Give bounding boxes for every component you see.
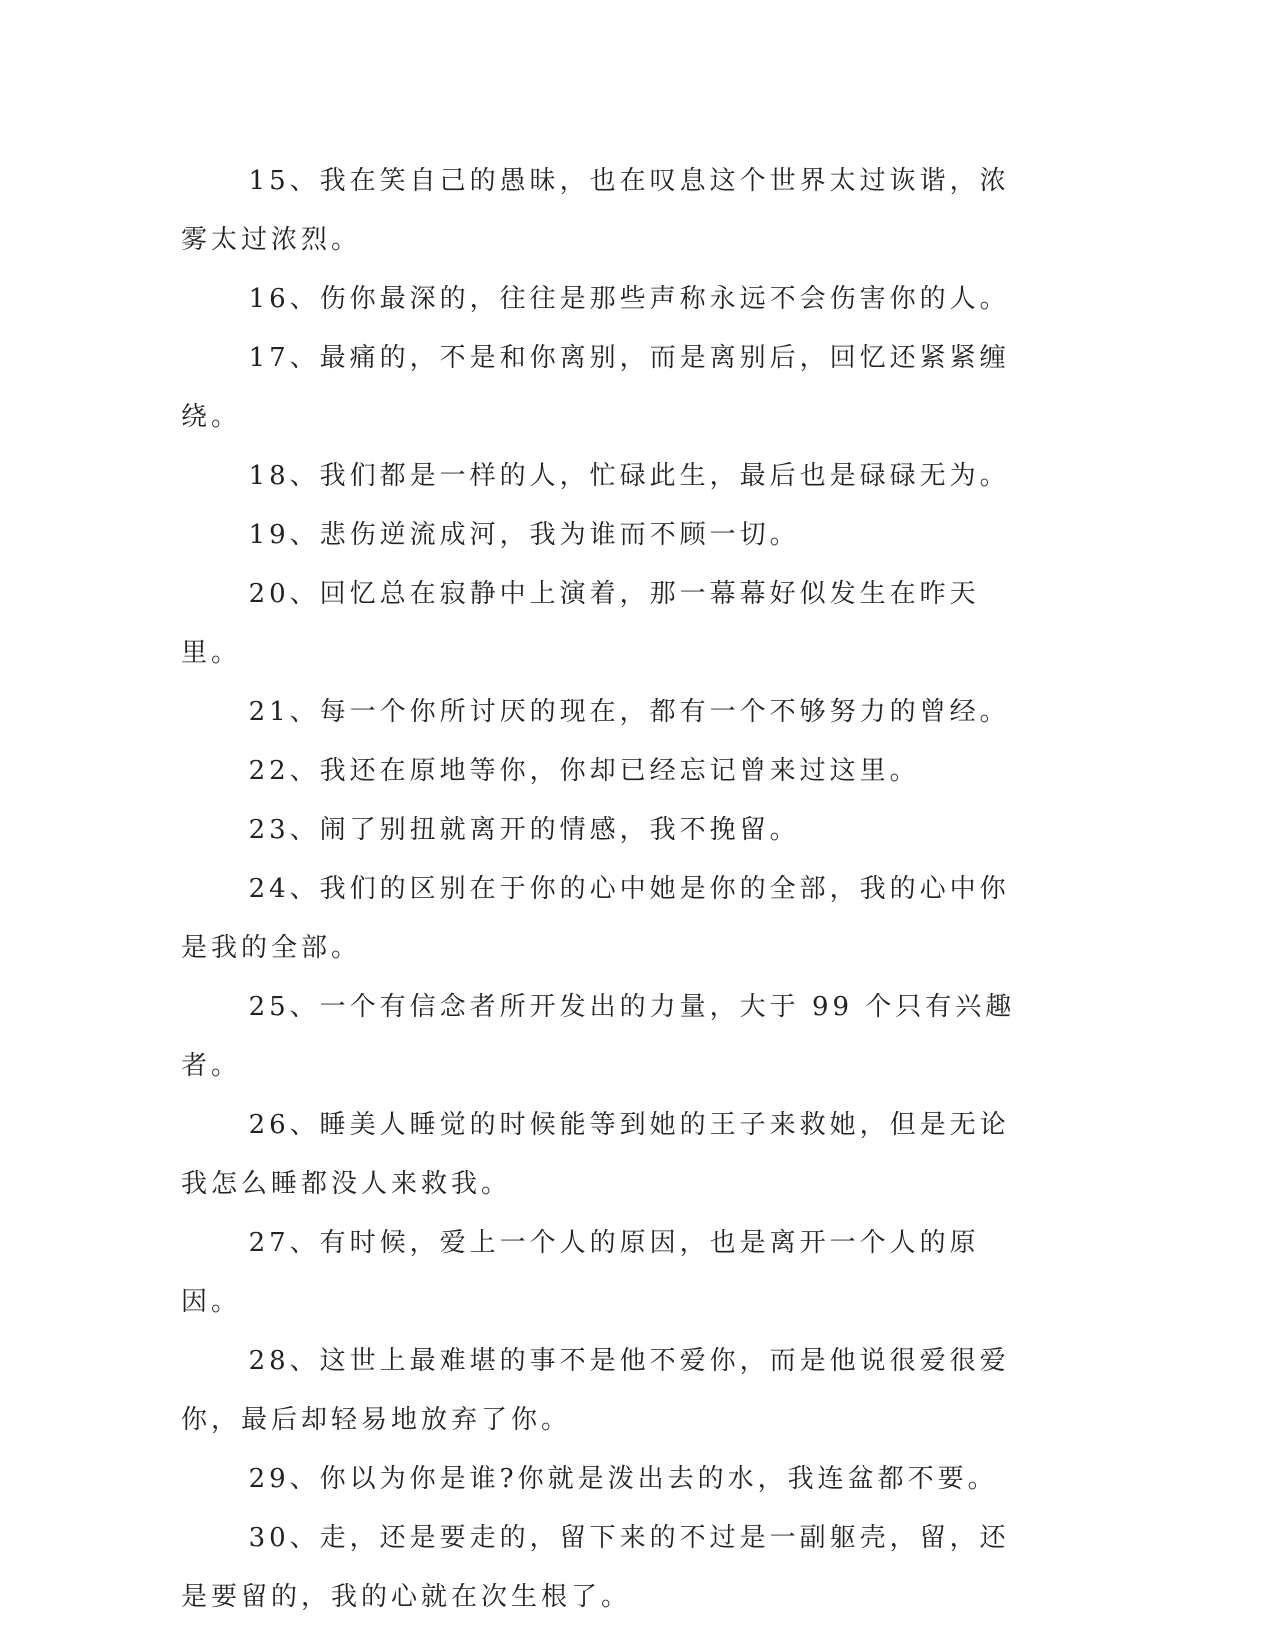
paragraph: 23、闹了别扭就离开的情感，我不挽留。	[248, 815, 800, 845]
paragraph: 30、走，还是要走的，留下来的不过是一副躯壳，留，还是要留的，我的心就在次生根了。	[181, 1523, 1010, 1612]
paragraph: 21、每一个你所讨厌的现在，都有一个不够努力的曾经。	[248, 697, 1010, 727]
paragraph: 16、伤你最深的，往往是那些声称永远不会伤害你的人。	[248, 284, 1010, 314]
paragraph: 24、我们的区别在于你的心中她是你的全部，我的心中你是我的全部。	[181, 874, 1010, 963]
paragraph: 27、有时候，爱上一个人的原因，也是离开一个人的原因。	[181, 1228, 980, 1317]
paragraph: 22、我还在原地等你，你却已经忘记曾来过这里。	[248, 756, 920, 786]
paragraph: 28、这世上最难堪的事不是他不爱你，而是他说很爱很爱你，最后却轻易地放弃了你。	[181, 1346, 1010, 1435]
paragraph: 17、最痛的，不是和你离别，而是离别后，回忆还紧紧缠绕。	[181, 343, 1010, 432]
paragraph: 15、我在笑自己的愚昧，也在叹息这个世界太过诙谐，浓雾太过浓烈。	[181, 166, 1010, 255]
paragraph: 26、睡美人睡觉的时候能等到她的王子来救她，但是无论我怎么睡都没人来救我。	[181, 1110, 1010, 1199]
paragraph: 20、回忆总在寂静中上演着，那一幕幕好似发生在昨天里。	[181, 579, 980, 668]
paragraph: 25、一个有信念者所开发出的力量，大于 99 个只有兴趣者。	[181, 992, 1016, 1081]
paragraph: 18、我们都是一样的人，忙碌此生，最后也是碌碌无为。	[248, 461, 1010, 491]
paragraph: 29、你以为你是谁?你就是泼出去的水，我连盆都不要。	[248, 1464, 998, 1494]
document-body	[181, 152, 1029, 1627]
paragraph: 19、悲伤逆流成河，我为谁而不顾一切。	[248, 520, 800, 550]
